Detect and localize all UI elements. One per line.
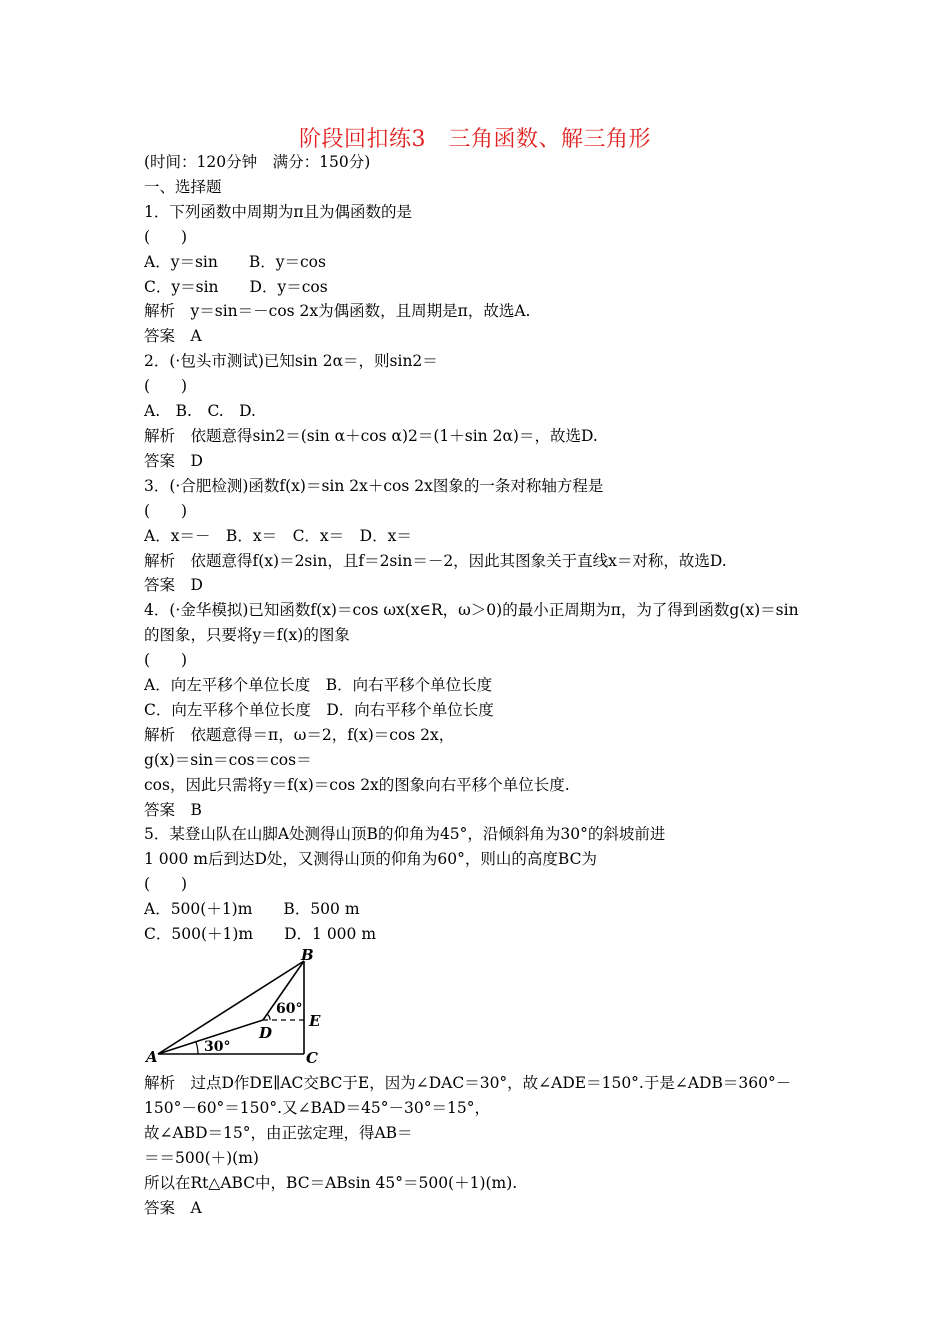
q1-options-cd: C．y＝sin D．y＝cos: [144, 277, 328, 296]
q3-analysis: 解析 依题意得f(x)＝2sin，且f＝2sin＝－2，因此其图象关于直线x＝对称，故选D.: [144, 551, 727, 570]
q4-stem: 4．(·金华模拟)已知函数f(x)＝cos ωx(x∈R，ω＞0)的最小正周期为π，为了得到函数g(x)＝sin的图象，只要将y＝f(x)的图象: [144, 601, 799, 645]
angle-60-label: 60°: [276, 1001, 303, 1017]
q3-answer: 答案 D: [144, 576, 203, 595]
q4-options-cd: C．向左平移个单位长度 D．向右平移个单位长度: [144, 700, 494, 719]
label-e: E: [309, 1012, 321, 1030]
label-b: B: [301, 947, 314, 964]
q4-answer: 答案 B: [144, 800, 202, 819]
q1-answer: 答案 A: [144, 327, 202, 346]
q3-stem: 3．(·合肥检测)函数f(x)＝sin 2x＋cos 2x图象的一条对称轴方程是: [144, 476, 604, 495]
label-a: A: [146, 1048, 158, 1066]
label-c: C: [306, 1049, 318, 1067]
q4-paren: ( ): [144, 651, 188, 670]
q3-paren: ( ): [144, 501, 188, 520]
q5-stem-1: 5．某登山队在山脚A处测得山顶B的仰角为45°，沿倾斜角为30°的斜坡前进: [144, 825, 666, 844]
triangle-figure: [144, 947, 334, 1071]
q5-analysis-4: 所以在Rt△ABC中，BC＝ABsin 45°＝500(＋1)(m).: [144, 1173, 518, 1192]
document-body: [144, 150, 814, 1220]
q5-analysis-3: ＝＝500(＋)(m): [144, 1148, 259, 1167]
q5-stem-2: 1 000 m后到达D处，又测得山顶的仰角为60°，则山的高度BC为: [144, 850, 597, 869]
q1-options-ab: A．y＝sin B．y＝cos: [144, 252, 326, 271]
q3-options: A．x＝－ B．x＝ C．x＝ D．x＝: [144, 526, 412, 545]
angle-60-arc: [267, 1014, 270, 1020]
q4-analysis-3: cos，因此只需将y＝f(x)＝cos 2x的图象向右平移个单位长度.: [144, 775, 570, 794]
q2-stem: 2．(·包头市测试)已知sin 2α＝，则sin2＝: [144, 352, 438, 371]
angle-30-arc: [196, 1042, 198, 1054]
q5-analysis-1: 解析 过点D作DE∥AC交BC于E，因为∠DAC＝30°，故∠ADE＝150°.于是∠ADB＝360°－150°－60°＝150°.又∠BAD＝45°－30°＝15°，: [144, 1074, 792, 1117]
q4-analysis-1: 解析 依题意得＝π，ω＝2，f(x)＝cos 2x，: [144, 725, 455, 744]
q2-options: A. B. C. D.: [144, 402, 256, 421]
q5-analysis-2: 故∠ABD＝15°，由正弦定理，得AB＝: [144, 1123, 413, 1142]
q2-analysis: 解析 依题意得sin2＝(sin α＋cos α)2＝(1＋sin 2α)＝，故选D.: [144, 426, 598, 445]
q1-paren: ( ): [144, 227, 188, 246]
angle-30-label: 30°: [204, 1039, 231, 1055]
exam-header: (时间：120分钟 满分：150分): [144, 153, 371, 171]
page-title: 阶段回扣练3 三角函数、解三角形: [299, 127, 651, 152]
q5-answer: 答案 A: [144, 1198, 202, 1217]
q5-paren: ( ): [144, 875, 188, 894]
q5-options-cd: C．500(＋1)m D．1 000 m: [144, 925, 377, 944]
q2-paren: ( ): [144, 377, 188, 396]
q4-options-ab: A．向左平移个单位长度 B．向右平移个单位长度: [144, 676, 493, 695]
q4-analysis-2: g(x)＝sin＝cos＝cos＝: [144, 750, 312, 769]
q1-analysis: 解析 y＝sin＝－cos 2x为偶函数，且周期是π，故选A.: [144, 302, 531, 321]
label-d: D: [259, 1024, 273, 1042]
q5-options-ab: A．500(＋1)m B．500 m: [144, 900, 360, 919]
q1-stem: 1．下列函数中周期为π且为偶函数的是: [144, 202, 413, 221]
q2-answer: 答案 D: [144, 451, 203, 470]
section-heading: 一、选择题: [144, 177, 222, 196]
